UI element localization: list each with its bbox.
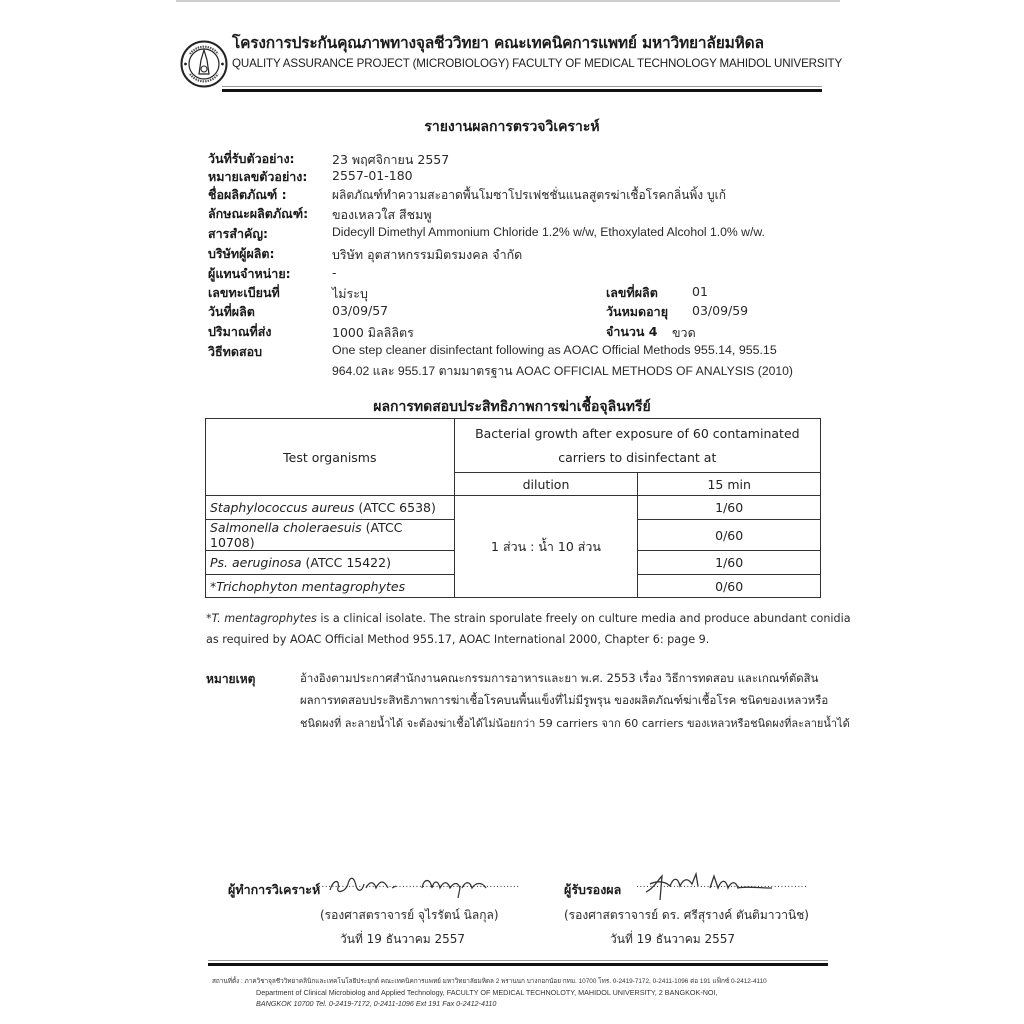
footer-address-english: Department of Clinical Microbiolog and Applied Technology, FACULTY OF MEDICAL TECHNOLOTY, MAHIDOL UNIVERSITY, 2 BANGKOK-NOI, [256,988,718,997]
certifier-name: (รองศาสตราจารย์ ดร. ศรีสุรางค์ ตันติมาวานิช) [564,908,809,922]
organism-strain: (ATCC 15422) [301,555,391,570]
certifier-date: วันที่ 19 ธันวาคม 2557 [610,932,736,946]
manufacturer-value: บริษัท อุตสาหกรรมมิตรมงคล จำกัด [332,247,523,262]
header-test-organisms: Test organisms [206,419,455,496]
organism-name: *Trichophyton mentagrophytes [210,578,406,594]
product-name-label: ชื่อผลิตภัณฑ์ : [208,187,287,202]
result-cell: 1/60 [638,551,821,575]
organism-cell [206,496,455,520]
footnote-line2: as required by AOAC Official Method 955.17, AOAC International 2000, Chapter 6: page 9. [206,633,710,646]
lot-no-value: 01 [692,284,708,299]
exp-date-label: วันหมดอายุ [606,304,669,319]
analyst-signature [326,870,496,904]
mfg-date-label: วันที่ผลิต [208,304,255,319]
analyst-name: (รองศาสตราจารย์ จุไรรัตน์ นิลกุล) [320,908,499,922]
university-seal-logo [180,40,228,88]
header-15-min: 15 min [638,473,821,496]
active-ingredient-value: Didecyll Dimethyl Ammonium Chloride 1.2% w/w, Ethoxylated Alcohol 1.0% w/w. [332,225,765,239]
test-method-line2: 964.02 และ 955.17 ตามมาตรฐาน AOAC OFFICIAL METHODS OF ANALYSIS (2010) [332,364,793,378]
remark-line2: ผลการทดสอบประสิทธิภาพการฆ่าเชื้อโรคบนพื้นแข็งที่ไม่มีรูพรุน ของผลิตภัณฑ์ฆ่าเชื้อโรค ชนิดของเหลวหรือ [300,693,829,707]
organism-cell [206,575,455,598]
footer-contact: BANGKOK 10700 Tel. 0-2419-7172, 0-2411-1096 Ext 191 Fax 0-2412-4110 [256,999,497,1008]
footnote-rest: is a clinical isolate. The strain sporulate freely on culture media and produce abundant conidia [316,612,851,625]
sample-no-value: 2557-01-180 [332,168,413,183]
product-type-value: ของเหลวใส สีชมพู [332,207,432,222]
footer-address-thai: สถานที่ตั้ง : ภาควิชาจุลชีววิทยาคลินิกและเทคโนโลยีประยุกต์ คณะเทคนิคการแพทย์ มหาวิทยาลัยมหิดล 2 พรานนก บางกอกน้อย กทม. 10700 โทร. 0-2419-7172, 0-2411-1096 ต่อ 191 แฟ็กซ์ 0-2412-4110 [212,978,767,985]
header-title-thai: โครงการประกันคุณภาพทางจุลชีววิทยา คณะเทคนิคการแพทย์ มหาวิทยาลัยมหิดล [232,34,764,52]
analyst-label: ผู้ทำการวิเคราะห์ [228,882,321,897]
quantity-value: 1000 มิลลิลิตร [332,325,414,340]
header-growth-line2: carriers to disinfectant at [558,449,717,465]
sample-no-label: หมายเลขตัวอย่าง: [208,169,308,184]
registration-no-value: ไม่ระบุ [332,286,368,301]
organism-name: Salmonella choleraesuis [210,520,362,535]
remark-line1: อ้างอิงตามประกาศสำนักงานคณะกรรมการอาหารและยา พ.ศ. 2553 เรื่อง วิธีการทดสอบ และเกณฑ์ตัดสิน [300,671,819,685]
report-title: รายงานผลการตรวจวิเคราะห์ [424,119,600,135]
table-header-row [206,419,821,473]
certifier-label: ผู้รับรองผล [564,882,622,897]
table-row [206,496,821,520]
results-table [205,418,821,598]
organism-cell [206,520,455,551]
result-cell: 1/60 [638,496,821,520]
analyst-signature-line: ............................................................ [318,880,520,890]
remark-label: หมายเหตุ [206,672,256,686]
distributor-value: - [332,265,337,280]
active-ingredient-label: สารสำคัญ: [208,226,269,241]
header-title-english: QUALITY ASSURANCE PROJECT (MICROBIOLOGY) FACULTY OF MEDICAL TECHNOLOGY MAHIDOL UNIVERSITY [232,57,843,70]
certifier-signature [640,866,780,906]
organism-name: Ps. aeruginosa [210,555,302,570]
header-dilution: dilution [454,473,638,496]
bottle-count-unit: ขวด [672,325,696,340]
exp-date-value: 03/09/59 [692,303,749,318]
remark-line3: ชนิดผงที่ ละลายน้ำได้ จะต้องฆ่าเชื้อได้ไม่น้อยกว่า 59 carriers จาก 60 carriers ของเหลวหรือชนิดผงที่ละลายน้ำได้ [300,717,850,730]
registration-no-label: เลขทะเบียนที่ [208,285,280,300]
manufacturer-label: บริษัทผู้ผลิต: [208,246,275,261]
organism-strain: (ATCC 6538) [354,500,436,515]
analyst-date: วันที่ 19 ธันวาคม 2557 [340,932,466,946]
result-cell: 0/60 [638,575,821,598]
product-type-label: ลักษณะผลิตภัณฑ์: [208,206,309,221]
lot-no-label: เลขที่ผลิต [606,285,658,300]
received-date-value: 23 พฤศจิกายน 2557 [332,152,450,167]
page-top-edge [176,0,840,2]
bottle-count-label: จำนวน 4 [606,324,658,339]
header-growth-line1: Bacterial growth after exposure of 60 contaminated [475,425,800,441]
mfg-date-value: 03/09/57 [332,303,389,318]
organism-strain: (ATCC 10708) [210,520,403,550]
results-title: ผลการทดสอบประสิทธิภาพการฆ่าเชื้อจุลินทรีย์ [373,399,651,415]
distributor-label: ผู้แทนจำหน่าย: [208,266,291,281]
product-name-value: ผลิตภัณฑ์ทำความสะอาดพื้นโมซาโปรเฟชชั่นแนลสูตรฆ่าเชื้อโรคกลิ่นพิ้ง บูเก้ [332,188,726,202]
header-bacterial-growth [454,419,820,473]
quantity-label: ปริมาณที่ส่ง [208,324,272,339]
received-date-label: วันที่รับตัวอย่าง: [208,151,295,166]
footnote-line1 [206,612,851,625]
test-method-label: วิธีทดสอบ [208,344,263,359]
footer-divider [208,960,828,967]
result-cell: 0/60 [638,520,821,551]
header-divider [222,86,822,93]
dilution-value: 1 ส่วน : น้ำ 10 ส่วน [454,496,638,598]
footnote-italic: *T. mentagrophytes [206,612,317,625]
certifier-signature-line: ................................................... [636,880,808,890]
test-method-line1: One step cleaner disinfectant following as AOAC Official Methods 955.14, 955.15 [332,343,777,357]
organism-cell [206,551,455,575]
organism-name: Staphylococcus aureus [210,500,355,515]
